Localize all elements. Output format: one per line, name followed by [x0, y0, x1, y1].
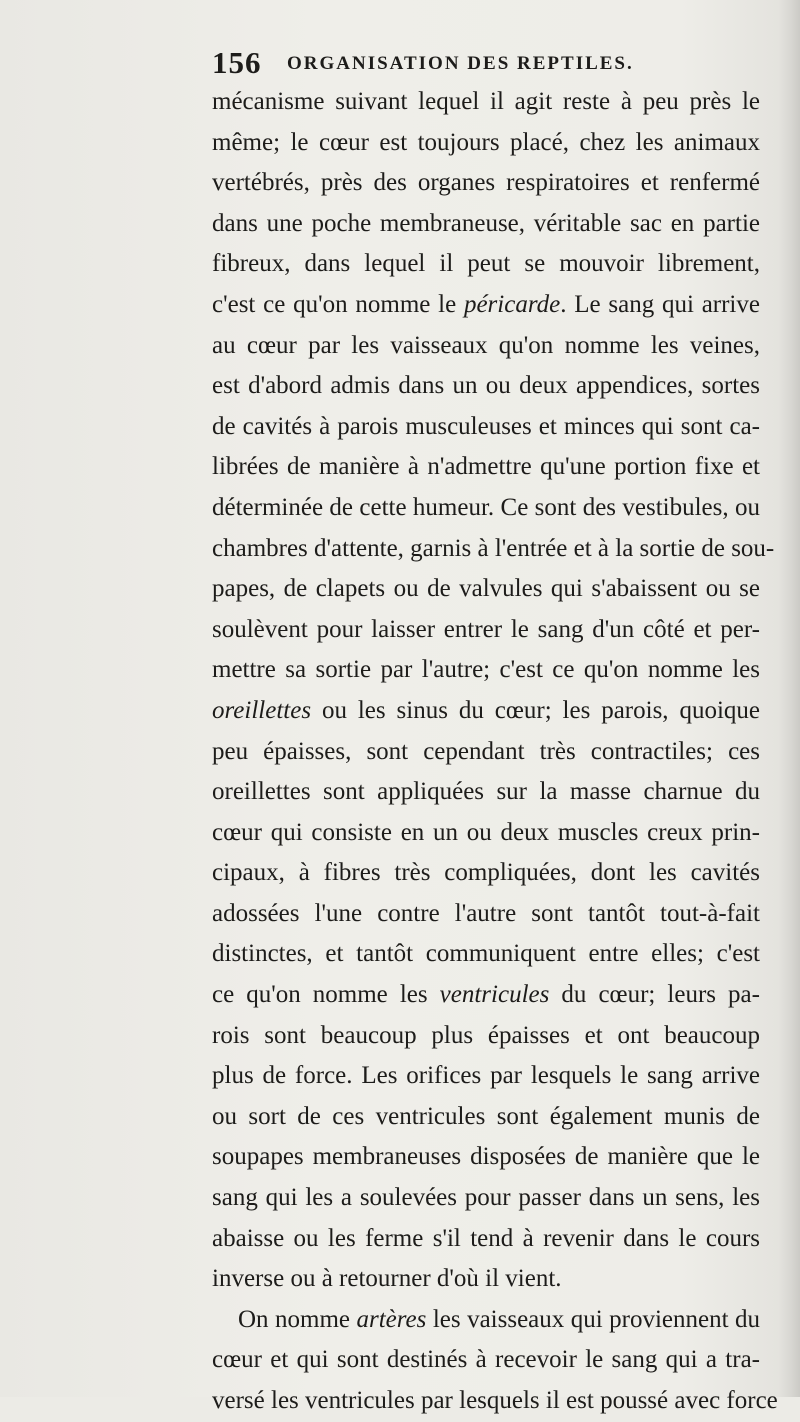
- text-segment: ou les sinus du cœur; les parois, quoique: [311, 696, 760, 724]
- text-segment: papes, de clapets ou de valvules qui s'abaissent ou se: [212, 575, 760, 603]
- text-segment: plus de force. Les orifices par lesquels le sang arrive: [212, 1062, 760, 1090]
- text-segment: cipaux, à fibres très compliquées, dont les cavités: [212, 859, 760, 887]
- text-segment: de cavités à parois musculeuses et minces qui sont ca-: [212, 412, 760, 440]
- text-line: [212, 326, 760, 367]
- text-segment: distinctes, et tantôt communiquent entre elles; c'est: [212, 940, 760, 968]
- text-segment: inverse ou à retourner d'où il vient.: [212, 1265, 562, 1293]
- text-line: [212, 1178, 760, 1219]
- text-segment: ou sort de ces ventricules sont également munis de: [212, 1102, 760, 1130]
- text-line: [212, 1137, 760, 1178]
- text-line: [212, 529, 775, 570]
- text-segment: déterminée de cette humeur. Ce sont des vestibules, ou: [212, 493, 760, 521]
- text-line: [212, 1097, 760, 1138]
- text-line: [212, 285, 760, 326]
- text-line: [212, 650, 760, 691]
- text-segment: mécanisme suivant lequel il agit reste à peu près le: [212, 88, 760, 115]
- text-segment: au cœur par les vaisseaux qu'on nomme les veines,: [212, 331, 760, 359]
- text-line: [212, 975, 760, 1016]
- text-segment: adossées l'une contre l'autre sont tantôt tout-à-fait: [212, 899, 760, 927]
- text-segment: du cœur; leurs pa-: [549, 981, 760, 1009]
- text-line: [212, 1300, 760, 1341]
- body-text: [212, 82, 778, 1422]
- text-segment: versé les ventricules par lesquels il est poussé avec force: [212, 1387, 778, 1414]
- text-line: [212, 732, 760, 773]
- text-segment: sang qui les a soulevées pour passer dans un sens, les: [212, 1184, 760, 1212]
- italic-term: artères: [356, 1305, 427, 1333]
- text-line: [212, 204, 760, 245]
- text-line: [212, 610, 760, 651]
- text-line: [212, 1219, 760, 1260]
- text-segment: est d'abord admis dans un ou deux appendices, sortes: [212, 372, 760, 400]
- text-line: [212, 1381, 778, 1422]
- text-line: [212, 1340, 760, 1381]
- text-segment: oreillettes sont appliquées sur la masse charnue du: [212, 778, 760, 806]
- text-segment: même; le cœur est toujours placé, chez les animaux: [212, 128, 760, 156]
- text-line: [212, 1056, 760, 1097]
- text-line: [212, 934, 760, 975]
- running-title: ORGANISATION DES REPTILES.: [287, 53, 634, 74]
- text-segment: abaisse ou les ferme s'il tend à revenir dans le cours: [212, 1224, 760, 1252]
- italic-term: oreillettes: [212, 696, 312, 724]
- italic-term: péricarde: [463, 290, 561, 318]
- text-line: [212, 691, 760, 732]
- text-segment: peu épaisses, sont cependant très contractiles; ces: [212, 737, 760, 765]
- text-line: [212, 366, 760, 407]
- text-line: [212, 447, 760, 488]
- text-line: [212, 82, 760, 123]
- text-segment: mettre sa sortie par l'autre; c'est ce qu'on nomme les: [212, 656, 760, 684]
- italic-term: ventricules: [439, 981, 550, 1009]
- text-segment: ce qu'on nomme les: [212, 981, 440, 1009]
- text-segment: chambres d'attente, garnis à l'entrée et à la sortie de sou-: [212, 534, 775, 562]
- text-line: [212, 244, 760, 285]
- page-edge-shadow: [778, 0, 800, 1397]
- text-line: [212, 163, 760, 204]
- text-segment: fibreux, dans lequel il peut se mouvoir librement,: [212, 250, 760, 278]
- text-line: [212, 894, 760, 935]
- text-line: [212, 853, 760, 894]
- text-line: [212, 569, 760, 610]
- text-line: [212, 407, 760, 448]
- text-segment: les vaisseaux qui proviennent du: [426, 1305, 760, 1333]
- text-line: [212, 1016, 760, 1057]
- text-segment: . Le sang qui arrive: [560, 290, 760, 318]
- text-segment: librées de manière à n'admettre qu'une portion fixe et: [212, 453, 760, 481]
- text-segment: vertébrés, près des organes respiratoires et renfermé: [212, 169, 760, 197]
- text-segment: dans une poche membraneuse, véritable sac en partie: [212, 209, 760, 237]
- text-segment: cœur et qui sont destinés à recevoir le sang qui a tra-: [212, 1346, 760, 1374]
- text-segment: c'est ce qu'on nomme le: [212, 290, 464, 318]
- text-segment: rois sont beaucoup plus épaisses et ont beaucoup: [212, 1021, 760, 1049]
- page-header: [212, 46, 772, 80]
- text-segment: On nomme: [238, 1305, 357, 1333]
- text-line: [212, 488, 760, 529]
- text-line: [212, 123, 760, 164]
- text-line: [212, 813, 760, 854]
- text-segment: cœur qui consiste en un ou deux muscles creux prin-: [212, 818, 760, 846]
- text-line: [212, 772, 760, 813]
- page-number: 156: [212, 45, 262, 80]
- text-segment: soupapes membraneuses disposées de manière que le: [212, 1143, 760, 1171]
- text-segment: soulèvent pour laisser entrer le sang d'un côté et per-: [212, 615, 760, 643]
- text-line: [212, 1259, 760, 1300]
